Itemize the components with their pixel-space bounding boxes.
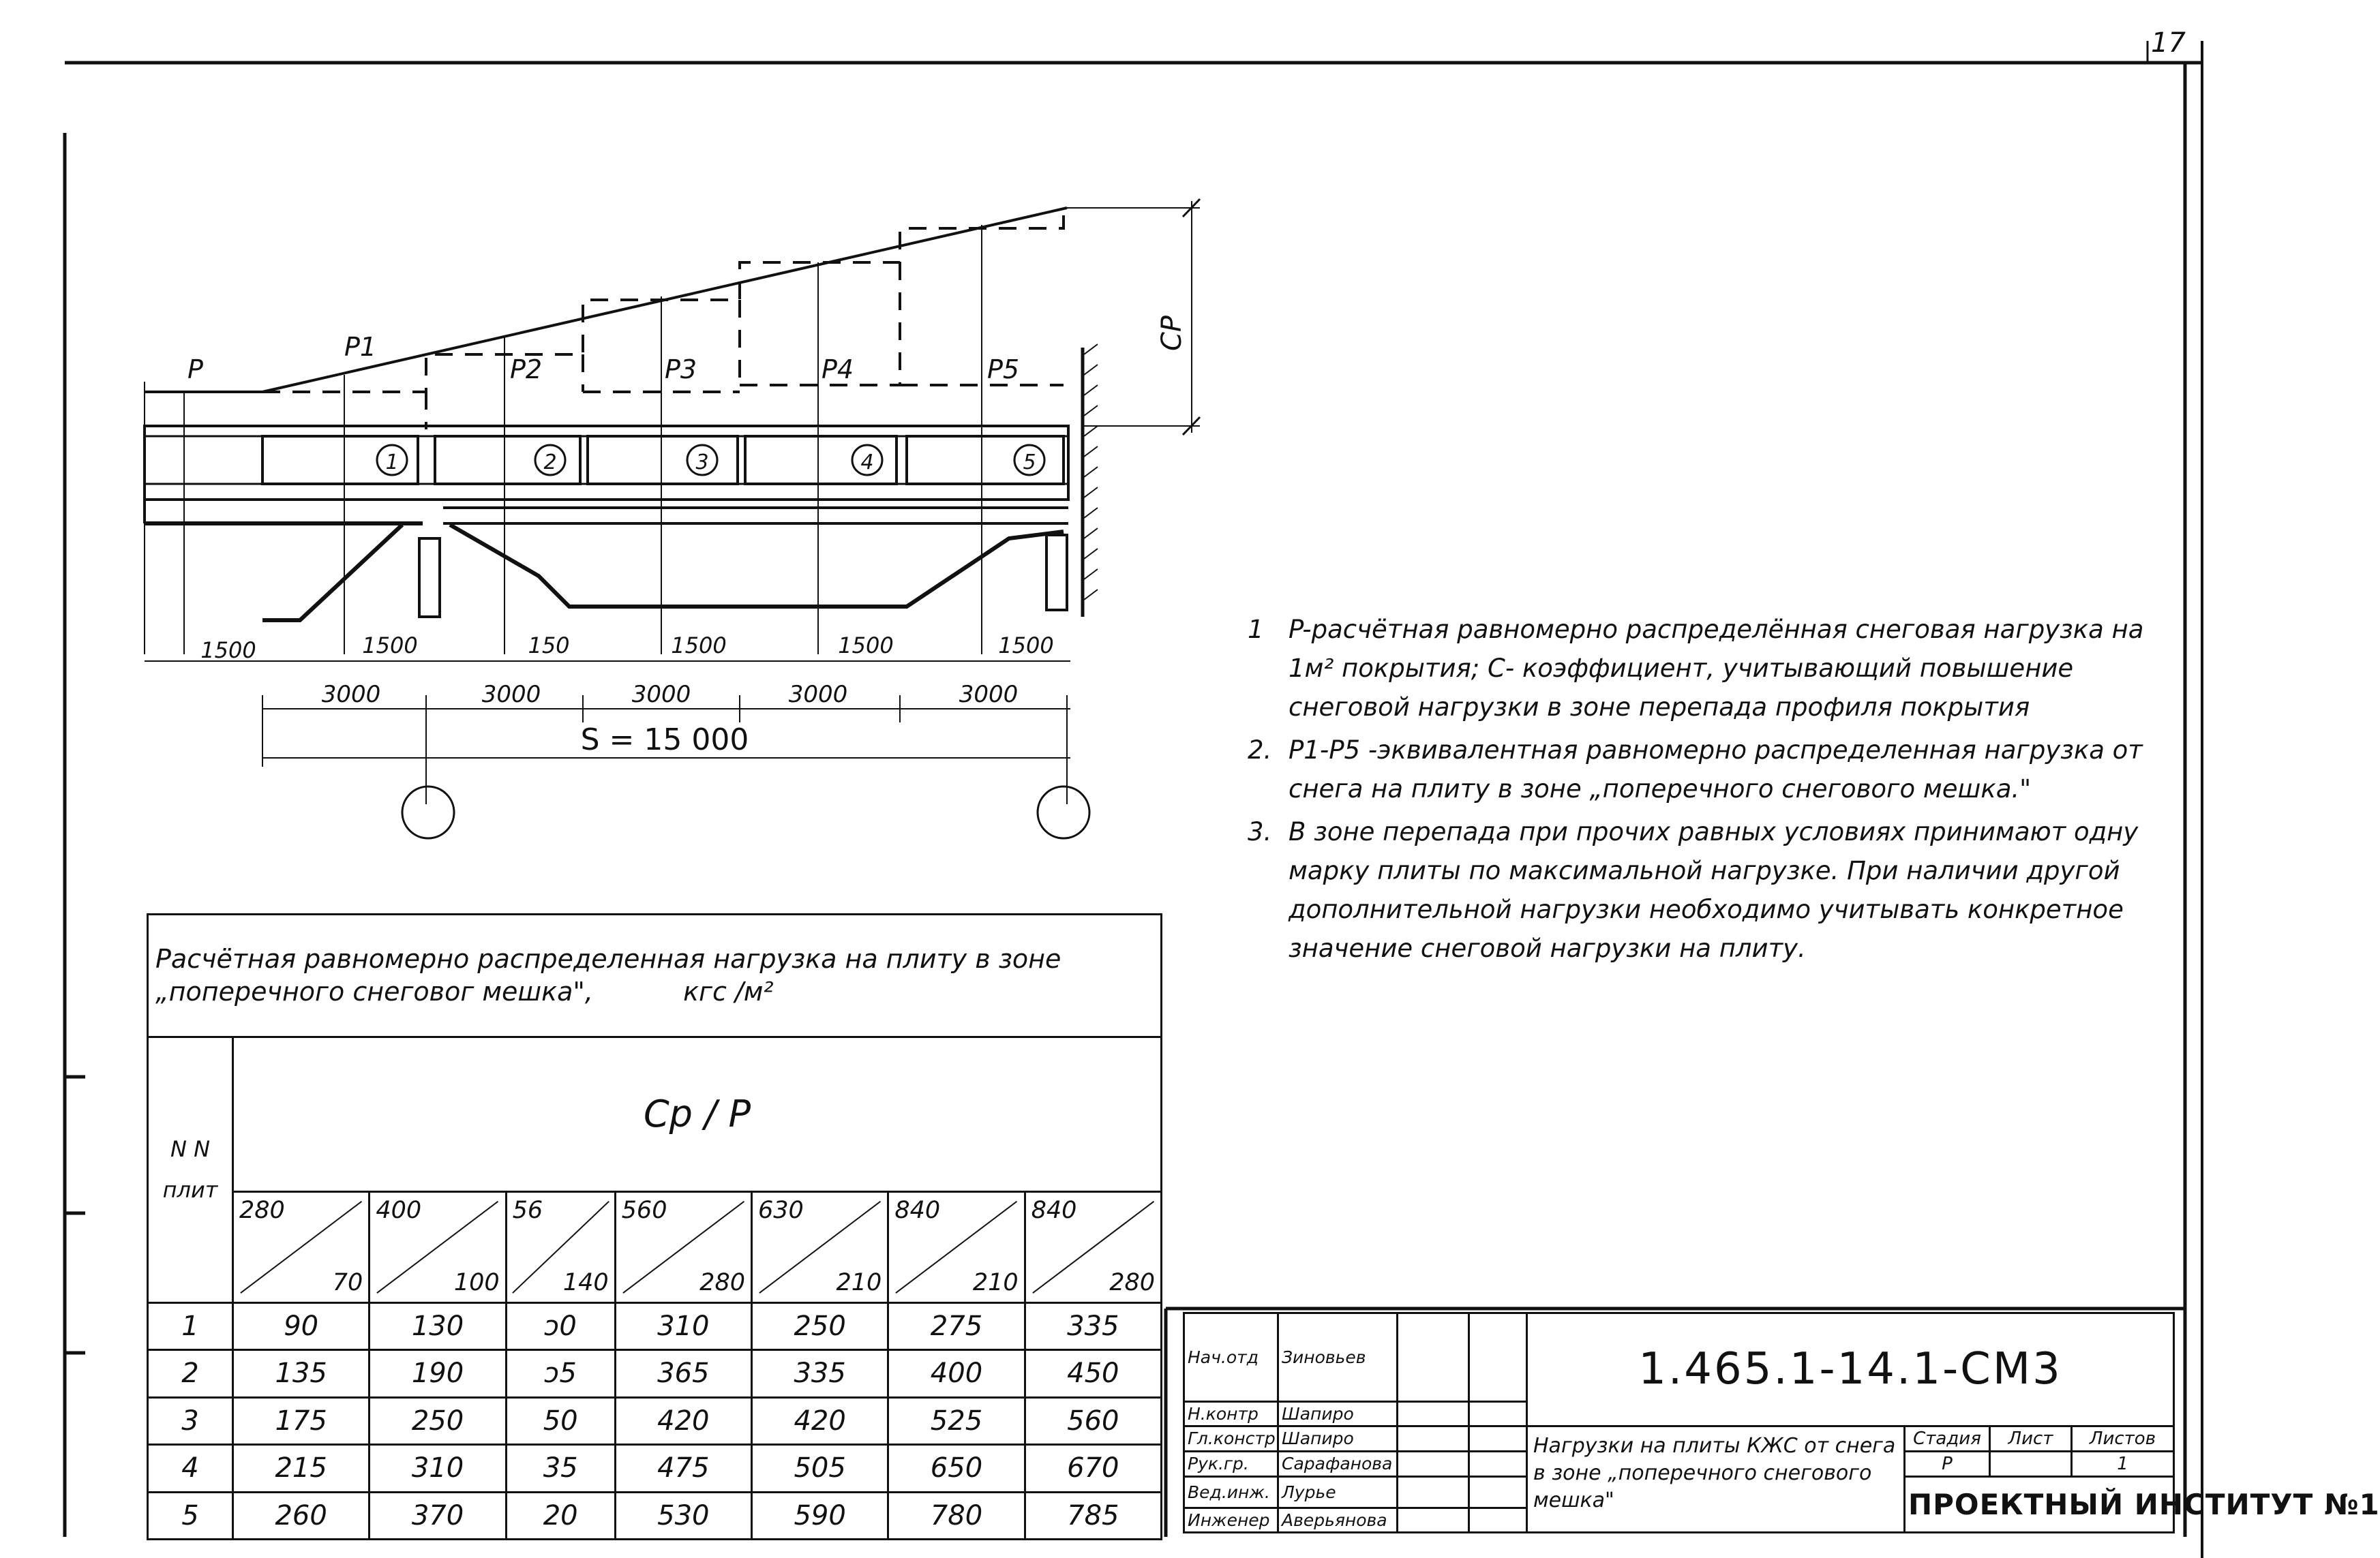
note-text: В зоне перепада при прочих равных условиях принимают одну марку плиты по максимальной нагрузке. При наличии другой дополнительной нагрузки необходимо учитывать конкретное значение снеговой нагрузки на плиту. (1289, 817, 2139, 963)
note-number: 3. (1248, 817, 1272, 846)
load-value-cell: 420 (615, 1397, 751, 1444)
p-value: 210 (972, 1268, 1019, 1296)
load-value-cell: 250 (370, 1397, 506, 1444)
load-table (147, 913, 1162, 1540)
load-label-p2: P2 (510, 354, 543, 384)
load-value-cell: 260 (233, 1492, 370, 1540)
signature-cell (1398, 1508, 1469, 1533)
date-cell (1469, 1313, 1527, 1402)
staff-name: Шапиро (1278, 1402, 1398, 1426)
load-value-cell: ɔ5 (506, 1350, 615, 1397)
load-value-cell: 335 (1025, 1302, 1161, 1349)
load-value-cell: 215 (233, 1445, 370, 1492)
note-2 (1248, 731, 2188, 808)
slab-number-cell: 4 (148, 1445, 233, 1492)
cp-value: 630 (757, 1196, 804, 1224)
table-row (148, 1397, 1162, 1444)
cp-value: 280 (239, 1196, 285, 1224)
p-value: 100 (453, 1268, 500, 1296)
cp-value: 560 (621, 1196, 667, 1224)
load-value-cell: 275 (888, 1302, 1025, 1349)
cp-label: CP (1156, 315, 1188, 351)
note-text: P1-P5 -эквивалентная равномерно распределенная нагрузка от снега на плиту в зоне „поперечного снегового мешка." (1289, 735, 2143, 804)
cp-value: 840 (1031, 1196, 1077, 1224)
row-header: N N плит (148, 1037, 233, 1302)
institute-name: ПРОЕКТНЫЙ ИНСТИТУТ №1 (1904, 1477, 2173, 1533)
load-value-cell: 365 (615, 1350, 751, 1397)
slab-number-cell: 3 (148, 1397, 233, 1444)
load-value-cell: 90 (233, 1302, 370, 1349)
sheet-value (1989, 1451, 2071, 1476)
note-number: 2. (1248, 735, 1272, 765)
date-cell (1469, 1508, 1527, 1533)
load-value-cell: 310 (615, 1302, 751, 1349)
stage-label: Стадия (1904, 1426, 1989, 1451)
load-value-cell: 530 (615, 1492, 751, 1540)
load-value-cell: 135 (233, 1350, 370, 1397)
load-value-cell: ɔ0 (506, 1302, 615, 1349)
load-value-cell: 670 (1025, 1445, 1161, 1492)
slab-number-3: 3 (695, 450, 709, 474)
staff-name: Зиновьев (1278, 1313, 1398, 1402)
staff-role: Рук.гр. (1184, 1451, 1278, 1476)
column-header (233, 1191, 370, 1302)
signature-cell (1398, 1313, 1469, 1402)
document-code: 1.465.1-14.1-СМ3 (1527, 1313, 2174, 1426)
table-row (148, 1350, 1162, 1397)
load-value-cell: 525 (888, 1397, 1025, 1444)
stage-value: Р (1904, 1451, 1989, 1476)
signature-cell (1398, 1402, 1469, 1426)
document-description: Нагрузки на плиты КЖС от снега в зоне „поперечного снегового мешка" (1527, 1426, 1905, 1532)
load-value-cell: 50 (506, 1397, 615, 1444)
p-value: 70 (332, 1268, 363, 1296)
load-label-p3: P3 (665, 354, 697, 384)
load-label-p: P (187, 354, 203, 384)
column-header (1025, 1191, 1161, 1302)
staff-role: Н.контр (1184, 1402, 1278, 1426)
note-1 (1248, 610, 2188, 727)
span-dim-5: 3000 (959, 681, 1019, 708)
staff-name: Лурье (1278, 1477, 1398, 1508)
load-label-p4: P4 (822, 354, 854, 384)
column-header (506, 1191, 615, 1302)
span-dim-4: 3000 (788, 681, 848, 708)
group-header: Cp / P (233, 1037, 1162, 1191)
p-value: 280 (699, 1268, 745, 1296)
span-dim-3: 3000 (631, 681, 691, 708)
load-value-cell: 780 (888, 1492, 1025, 1540)
staff-role: Вед.инж. (1184, 1477, 1278, 1508)
sheet-number: 17 (2151, 27, 2186, 59)
signature-cell (1398, 1426, 1469, 1451)
cp-value: 400 (376, 1196, 422, 1224)
staff-name: Сарафанова (1278, 1451, 1398, 1476)
load-value-cell: 20 (506, 1492, 615, 1540)
load-table-title (148, 915, 1162, 1037)
dim-1500-c: 1500 (671, 632, 727, 658)
slab-number-1: 1 (385, 450, 399, 474)
signature-cell (1398, 1451, 1469, 1476)
load-value-cell: 35 (506, 1445, 615, 1492)
date-cell (1469, 1451, 1527, 1476)
column-header (370, 1191, 506, 1302)
dim-1500-b: 1500 (362, 632, 418, 658)
table-title-text: Расчётная равномерно распределенная нагрузка на плиту в зоне „поперечного снеговог мешка", (155, 944, 1061, 1007)
dim-150: 150 (528, 632, 570, 658)
column-header (751, 1191, 888, 1302)
table-row (148, 1302, 1162, 1349)
notes (1248, 610, 2188, 972)
slab-number-5: 5 (1023, 450, 1036, 474)
load-label-p5: P5 (987, 354, 1020, 384)
p-value: 210 (836, 1268, 882, 1296)
slab-number-cell: 2 (148, 1350, 233, 1397)
staff-role: Инженер (1184, 1508, 1278, 1533)
note-text: P-расчётная равномерно распределённая снеговая нагрузка на 1м² покрытия; С- коэффициент, учитывающий повышение снеговой нагрузки в зоне перепада профиля покрытия (1289, 615, 2144, 722)
load-value-cell: 420 (751, 1397, 888, 1444)
span-dim-2: 3000 (481, 681, 541, 708)
load-value-cell: 130 (370, 1302, 506, 1349)
cp-value: 56 (512, 1196, 543, 1224)
table-unit: кгс /м² (683, 977, 774, 1007)
total-span: S = 15 000 (580, 722, 749, 757)
load-value-cell: 310 (370, 1445, 506, 1492)
table-row (148, 1492, 1162, 1540)
slab-number-4: 4 (860, 450, 874, 474)
title-block (1183, 1312, 2380, 1533)
date-cell (1469, 1426, 1527, 1451)
load-value-cell: 400 (888, 1350, 1025, 1397)
staff-name: Аверьянова (1278, 1508, 1398, 1533)
table-row (148, 1445, 1162, 1492)
load-value-cell: 190 (370, 1350, 506, 1397)
signature-cell (1398, 1477, 1469, 1508)
staff-name: Шапиро (1278, 1426, 1398, 1451)
staff-role: Нач.отд (1184, 1313, 1278, 1402)
load-value-cell: 370 (370, 1492, 506, 1540)
load-value-cell: 505 (751, 1445, 888, 1492)
p-value: 280 (1109, 1268, 1155, 1296)
cp-value: 840 (894, 1196, 941, 1224)
load-value-cell: 785 (1025, 1492, 1161, 1540)
date-cell (1469, 1477, 1527, 1508)
column-header (888, 1191, 1025, 1302)
load-label-p1: P1 (344, 332, 377, 362)
p-value: 140 (562, 1268, 609, 1296)
load-value-cell: 450 (1025, 1350, 1161, 1397)
note-3 (1248, 812, 2188, 968)
load-value-cell: 650 (888, 1445, 1025, 1492)
slab-number-2: 2 (543, 450, 557, 474)
load-value-cell: 250 (751, 1302, 888, 1349)
span-dim-1: 3000 (321, 681, 381, 708)
dim-1500-a: 1500 (200, 637, 256, 663)
load-value-cell: 175 (233, 1397, 370, 1444)
load-value-cell: 590 (751, 1492, 888, 1540)
load-value-cell: 335 (751, 1350, 888, 1397)
sheets-label: Листов (2071, 1426, 2173, 1451)
column-header (615, 1191, 751, 1302)
slab-number-cell: 5 (148, 1492, 233, 1540)
dim-1500-d: 1500 (838, 632, 894, 658)
sheets-value: 1 (2071, 1451, 2173, 1476)
load-value-cell: 560 (1025, 1397, 1161, 1444)
load-value-cell: 475 (615, 1445, 751, 1492)
slab-number-cell: 1 (148, 1302, 233, 1349)
note-number: 1 (1248, 615, 1264, 644)
sheet-label: Лист (1989, 1426, 2071, 1451)
staff-role: Гл.констр (1184, 1426, 1278, 1451)
dim-1500-e: 1500 (998, 632, 1054, 658)
date-cell (1469, 1402, 1527, 1426)
